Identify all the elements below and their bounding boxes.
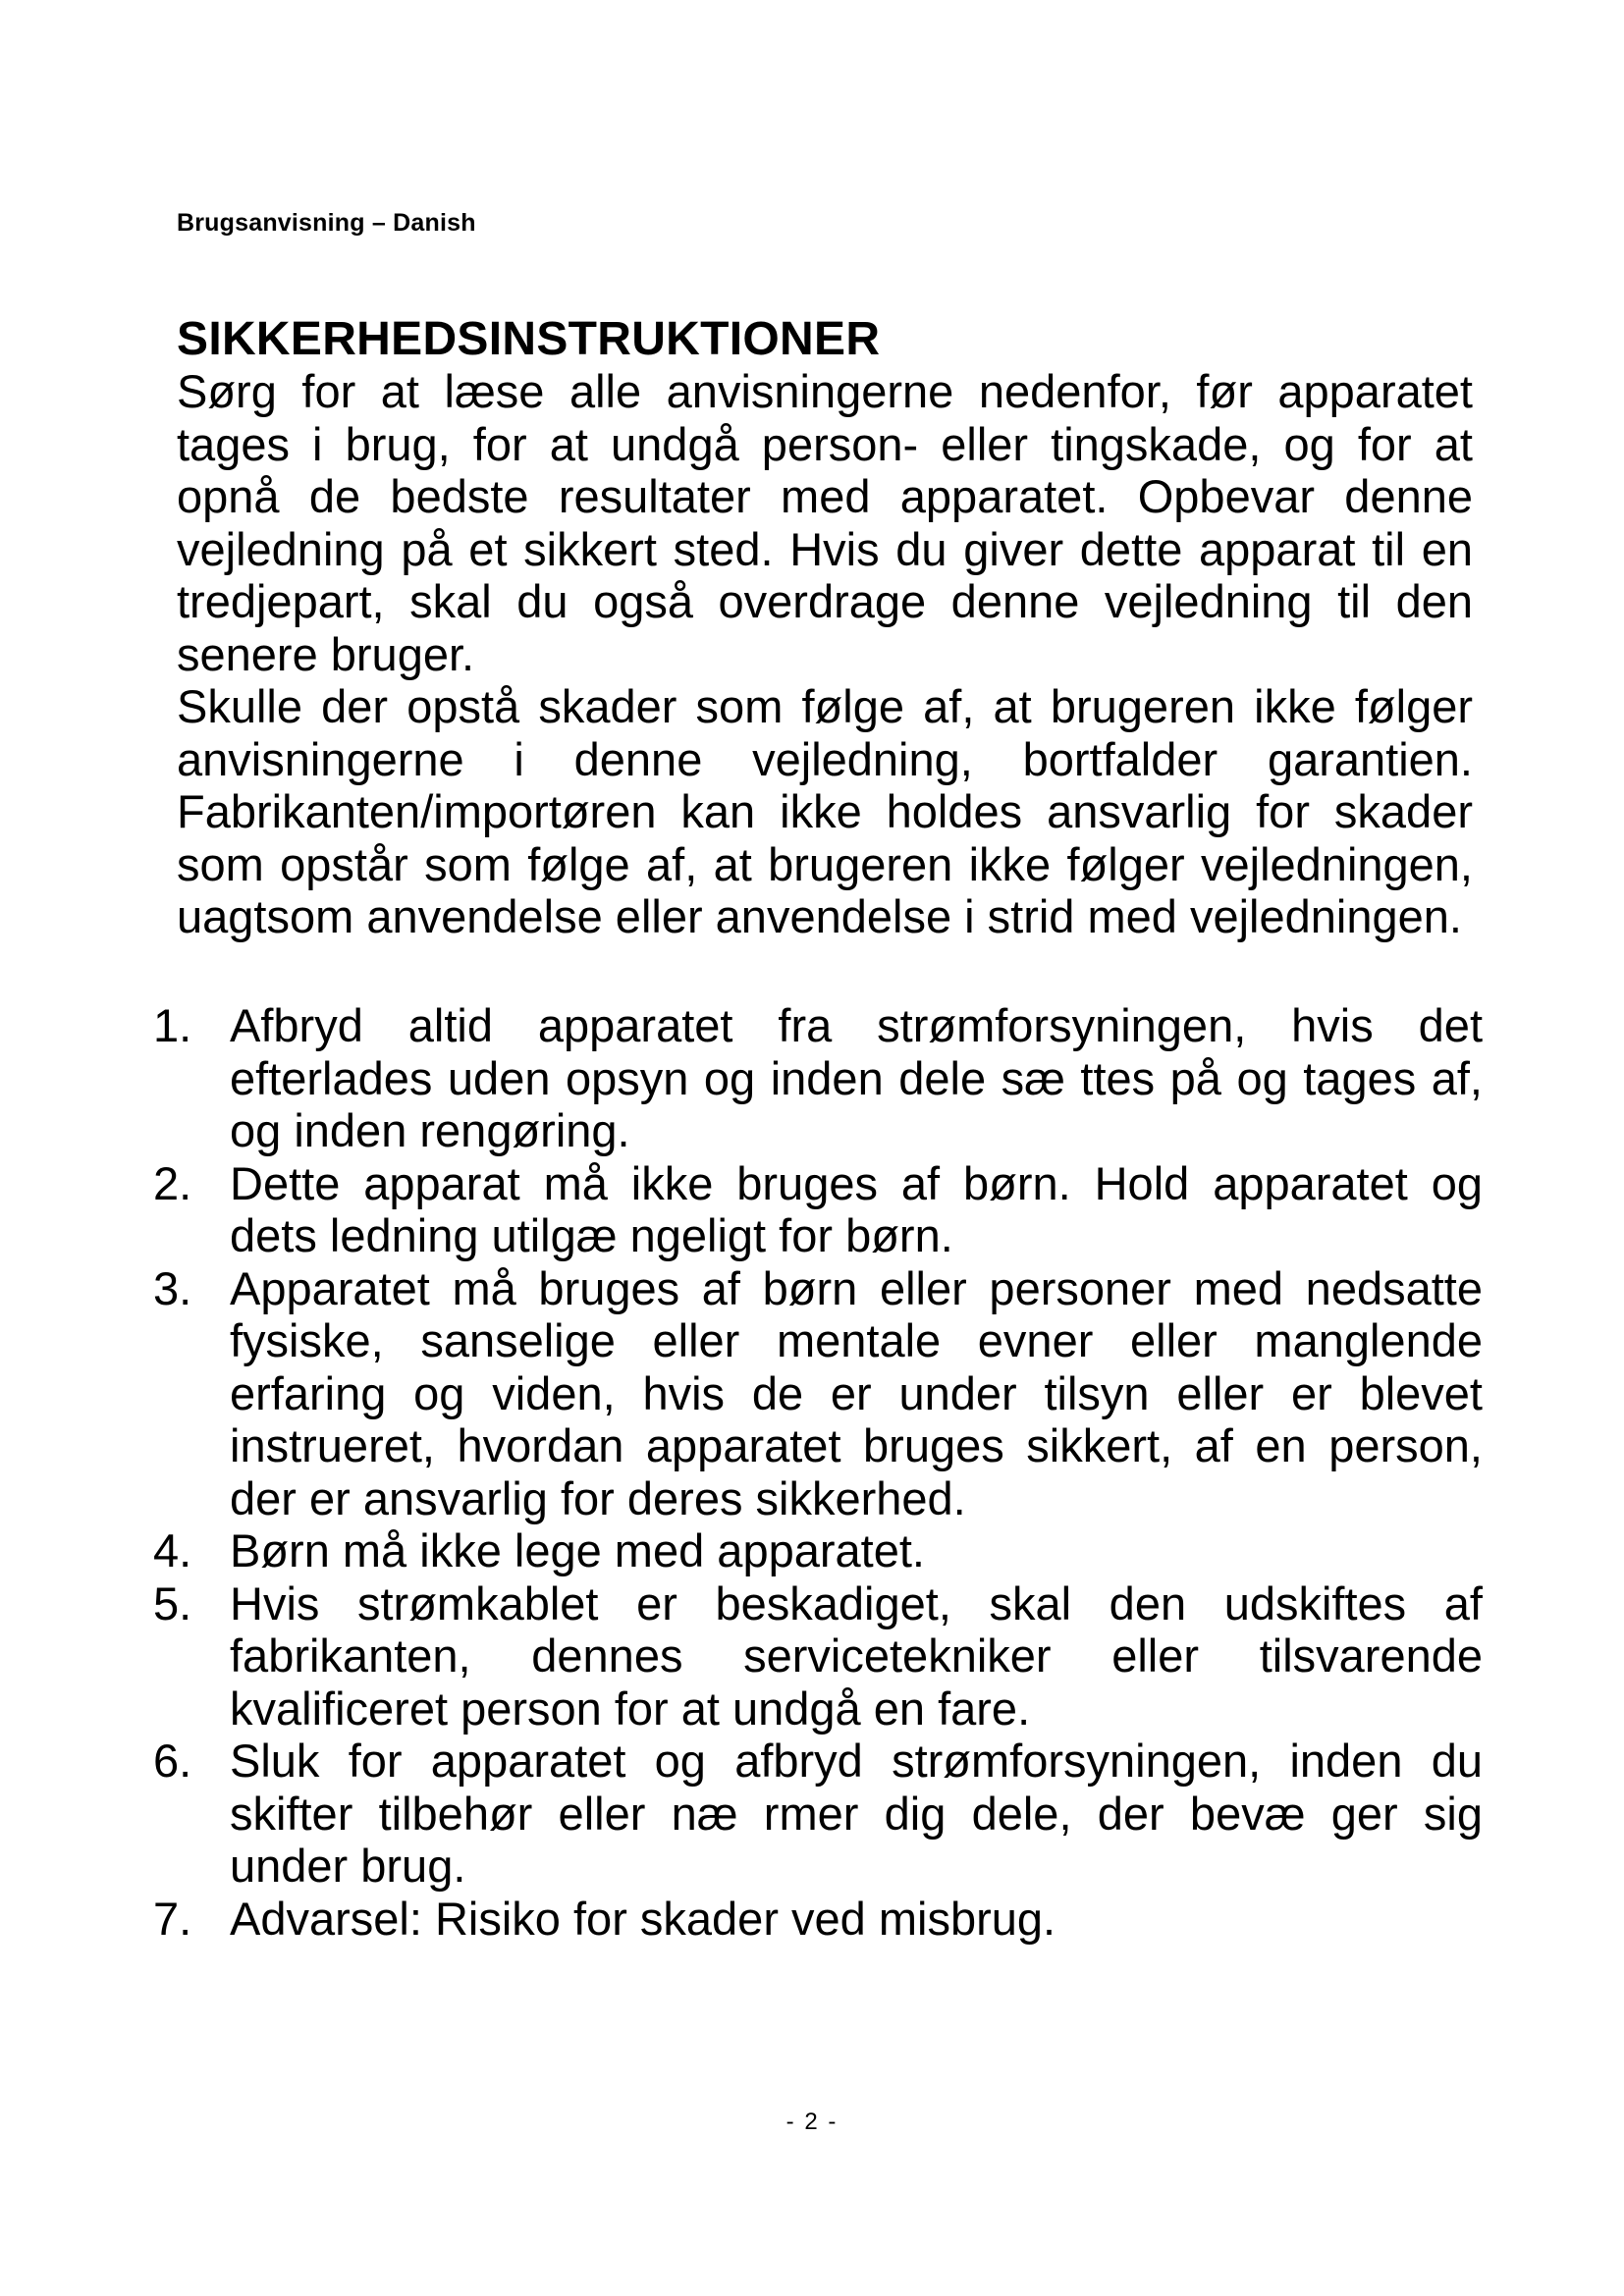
list-item-number: 3. bbox=[153, 1261, 192, 1314]
list-item-text: Børn må ikke lege med apparatet. bbox=[230, 1524, 925, 1576]
list-item-number: 1. bbox=[153, 999, 192, 1051]
page-number: - 2 - bbox=[785, 2109, 839, 2135]
intro-text bbox=[177, 365, 1473, 943]
list-item bbox=[147, 999, 1483, 1157]
intro-paragraph: Skulle der opstå skader som følge af, at brugeren ikke følger anvisningerne i denne vejledning, bortfalder garantien. Fabrikanten/importøren kan ikke holdes ansvarlig for skader som opstår som følge af, at brugeren ikke følger vejledningen, uagtsom anvendelse eller anvendelse i strid med vejledningen. bbox=[177, 680, 1473, 942]
list-item-text: Apparatet må bruges af børn eller personer med nedsatte fysiske, sanselige eller mentale evner eller manglende erfaring og viden, hvis de er under tilsyn eller er blevet instrueret, hvordan apparatet bruges sikkert, af en person, der er ansvarlig for deres sikkerhed. bbox=[230, 1261, 1483, 1524]
list-item-number: 2. bbox=[153, 1156, 192, 1209]
list-item-number: 5. bbox=[153, 1576, 192, 1629]
list-item bbox=[147, 1262, 1483, 1525]
section-title: SIKKERHEDSINSTRUKTIONER bbox=[177, 313, 881, 365]
list-item-text: Dette apparat må ikke bruges af børn. Hold apparatet og dets ledning utilgæ ngeligt for børn. bbox=[230, 1156, 1483, 1261]
list-item-text: Advarsel: Risiko for skader ved misbrug. bbox=[230, 1892, 1056, 1945]
intro-paragraph: Sørg for at læse alle anvisningerne nedenfor, før apparatet tages i brug, for at undgå person- eller tingskade, og for at opnå de bedste resultater med apparatet. Opbevar denne vejledning på et sikkert sted. Hvis du giver dette apparat til en tredjepart, skal du også overdrage denne vejledning til den senere bruger. bbox=[177, 365, 1473, 680]
list-item-number: 7. bbox=[153, 1892, 192, 1945]
list-item-text: Sluk for apparatet og afbryd strømforsyningen, inden du skifter tilbehør eller næ rmer dig dele, der bevæ ger sig under brug. bbox=[230, 1735, 1483, 1892]
list-item bbox=[147, 1735, 1483, 1893]
list-item bbox=[147, 1524, 1483, 1577]
list-item bbox=[147, 1893, 1483, 1946]
list-item-text: Afbryd altid apparatet fra strømforsyningen, hvis det efterlades uden opsyn og inden dele sæ ttes på og tages af, og inden rengøring. bbox=[230, 999, 1483, 1156]
list-item-number: 6. bbox=[153, 1735, 192, 1787]
list-item-number: 4. bbox=[153, 1524, 192, 1576]
list-item bbox=[147, 1157, 1483, 1262]
safety-instructions-list bbox=[147, 999, 1483, 1945]
list-item-text: Hvis strømkablet er beskadiget, skal den udskiftes af fabrikanten, dennes servicetekniker eller tilsvarende kvalificeret person for at undgå en fare. bbox=[230, 1576, 1483, 1735]
list-item bbox=[147, 1577, 1483, 1735]
manual-header-label: Brugsanvisning – Danish bbox=[177, 209, 476, 237]
